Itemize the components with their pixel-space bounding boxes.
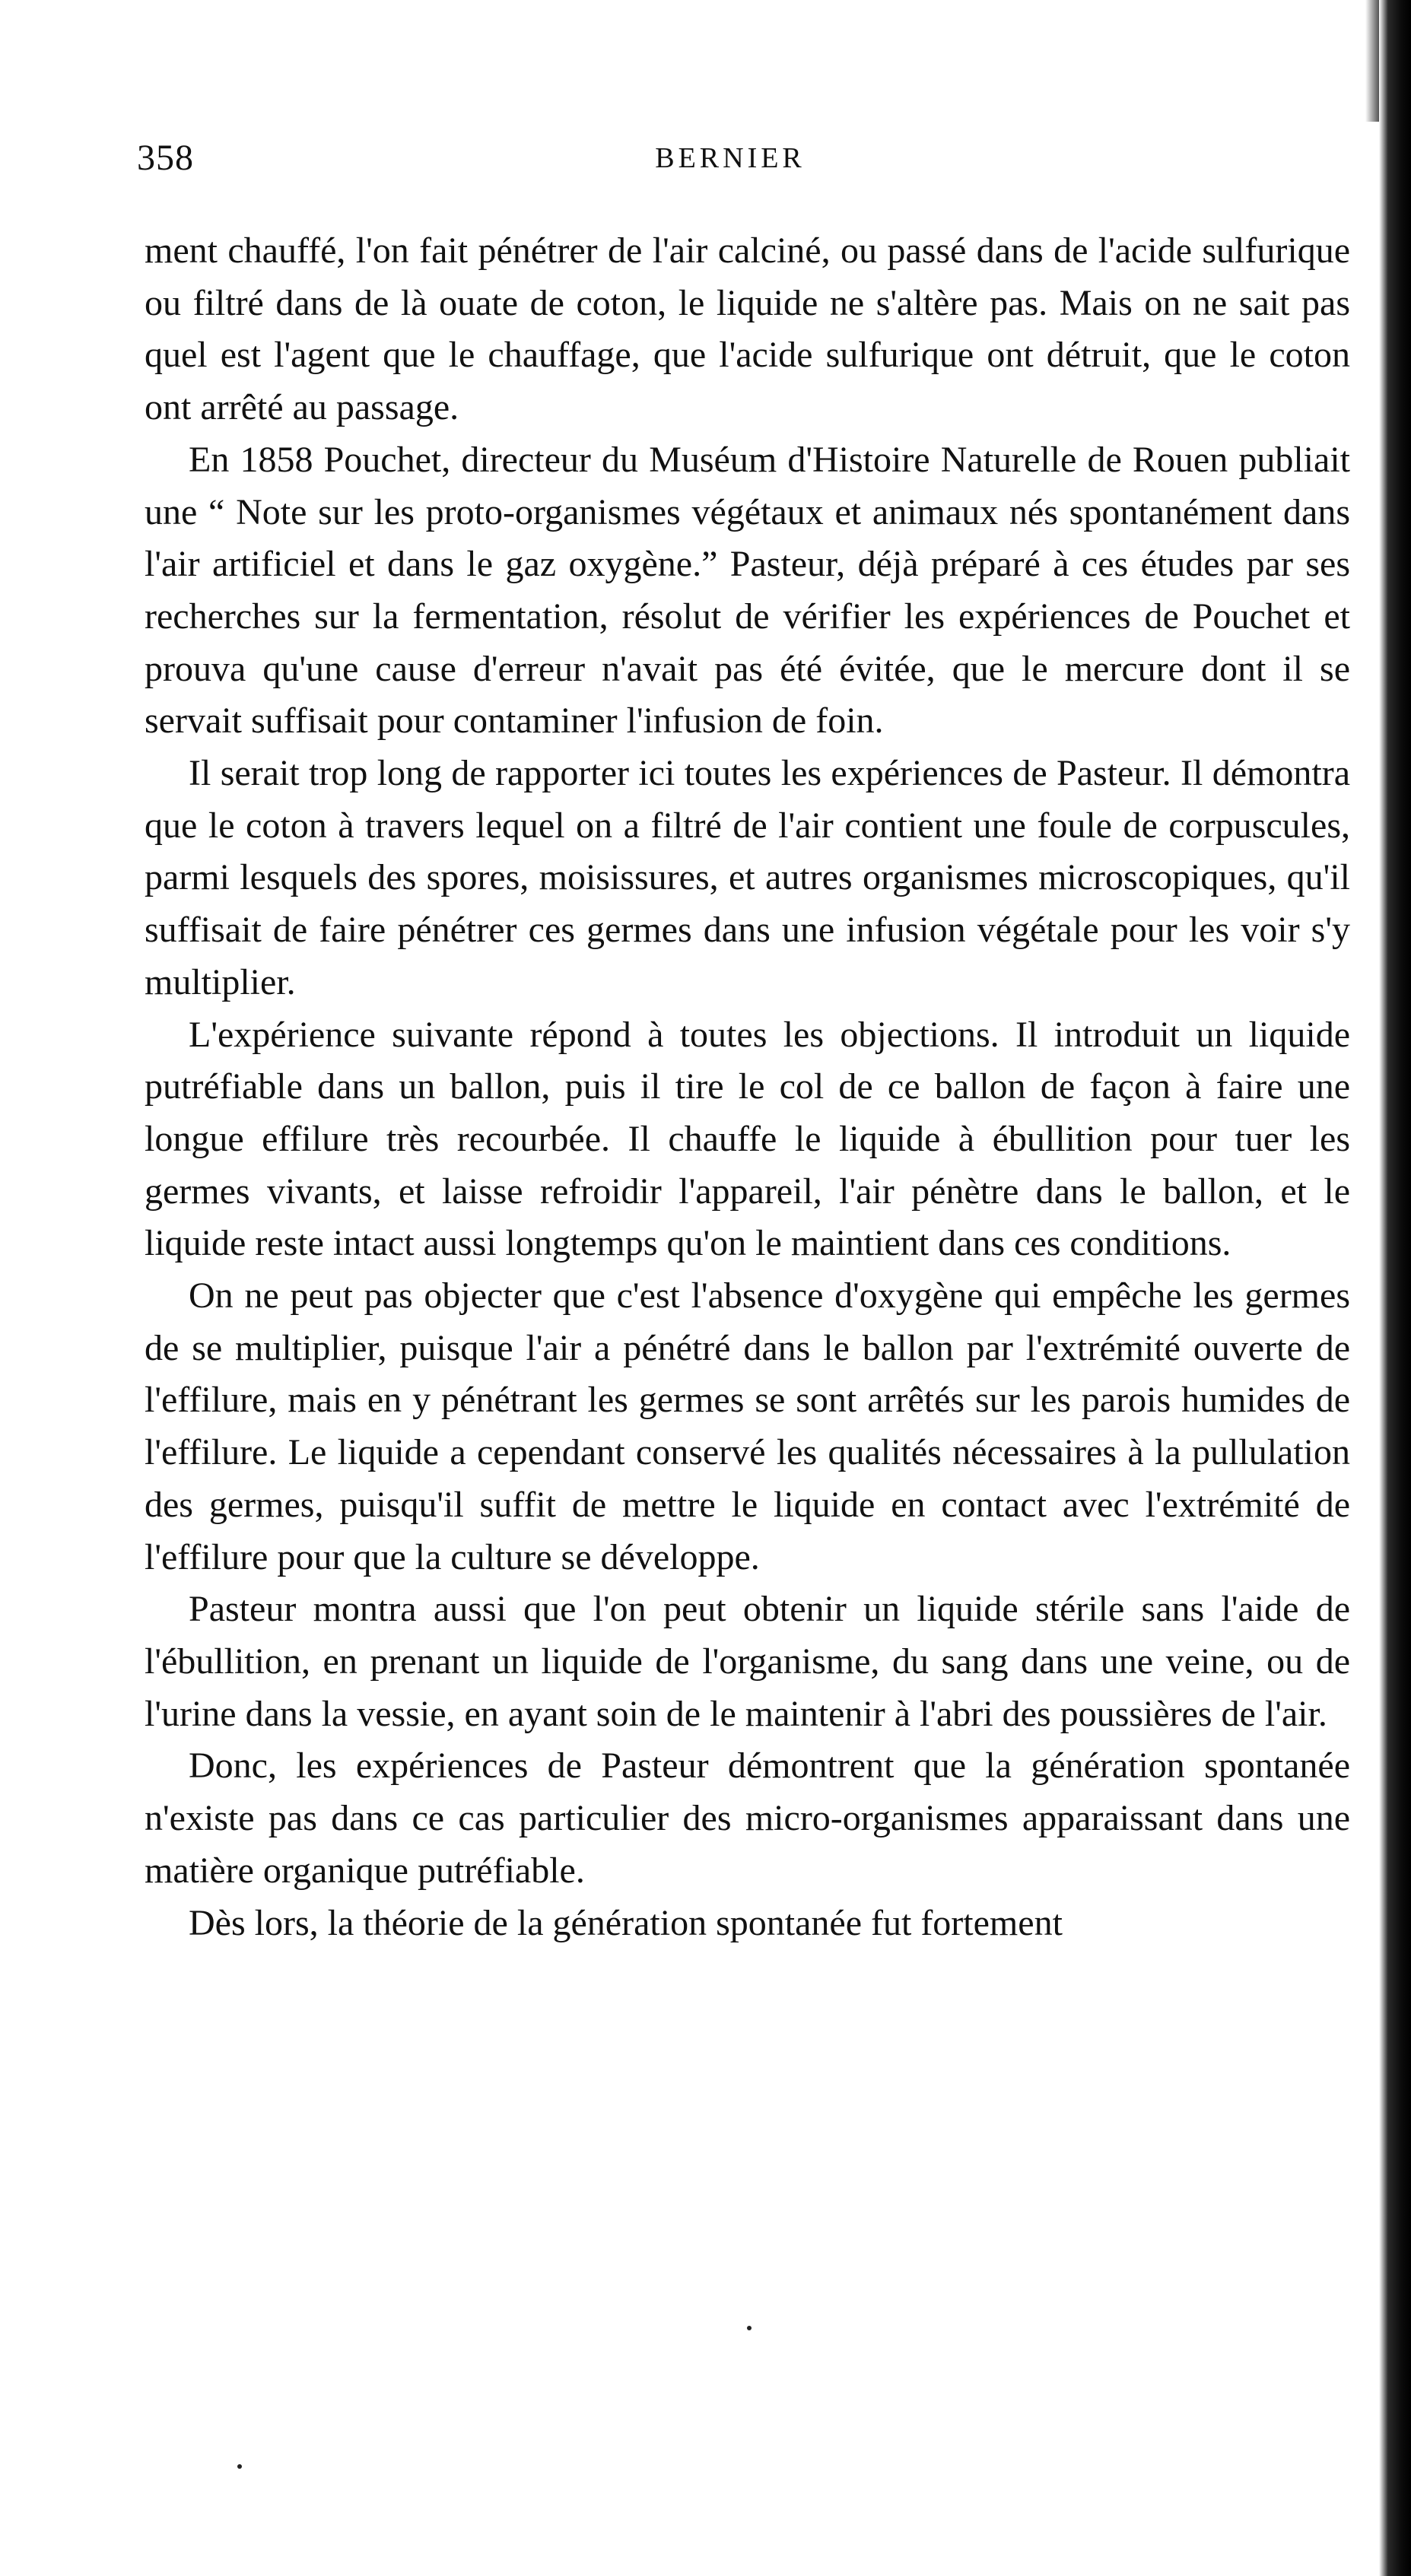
body-text	[145, 225, 1350, 1949]
running-head: BERNIER	[655, 142, 806, 174]
print-speck	[237, 2464, 242, 2469]
paragraph: Donc, les expériences de Pasteur démontrent que la génération spontanée n'existe pas dans ce cas particulier des micro-organismes apparaissant dans une matière organique putréfiable.	[145, 1745, 1350, 1891]
paragraph: En 1858 Pouchet, directeur du Muséum d'Histoire Naturelle de Rouen publiait une “ Note sur les proto-organismes végétaux et animaux nés spontanément dans l'air artificiel et dans le gaz oxygène.” Pasteur, déjà préparé à ces études par ses recherches sur la fermentation, résolut de vérifier les expériences de Pouchet et prouva qu'une cause d'erreur n'avait pas été évitée, que le mercure dont il se servait suffisait pour contaminer l'infusion de foin.	[145, 439, 1350, 742]
paragraph: Il serait trop long de rapporter ici toutes les expériences de Pasteur. Il démontra que le coton à travers lequel on a filtré de l'air contient une foule de corpuscules, parmi lesquels des spores, moisissures, et autres organismes microscopiques, qu'il suffisait de faire pénétrer ces germes dans une infusion végétale pour les voir s'y multiplier.	[145, 753, 1350, 1002]
print-speck	[747, 2326, 752, 2330]
paragraph: Dès lors, la théorie de la génération spontanée fut fortement	[189, 1902, 1063, 1943]
paragraph: L'expérience suivante répond à toutes les objections. Il introduit un liquide putréfiable dans un ballon, puis il tire le col de ce ballon de façon à faire une longue effilure très recourbée. Il chauffe le liquide à ébullition pour tuer les germes vivants, et laisse refroidir l'appareil, l'air pénètre dans le ballon, et le liquide reste intact aussi longtemps qu'on le maintient dans ces conditions.	[145, 1014, 1350, 1264]
paragraph: Pasteur montra aussi que l'on peut obtenir un liquide stérile sans l'aide de l'ébullition, en prenant un liquide de l'organisme, du sang dans une veine, ou de l'urine dans la vessie, en ayant soin de le maintenir à l'abri des poussières de l'air.	[145, 1589, 1350, 1734]
page-header	[137, 137, 1324, 190]
paragraph-continued: ment chauffé, l'on fait pénétrer de l'air calciné, ou passé dans de l'acide sulfurique ou filtré dans de là ouate de coton, le liquide ne s'altère pas. Mais on ne sait pas quel est l'agent que le chauffage, que l'acide sulfurique ont détruit, que le coton ont arrêté au passage.	[145, 230, 1350, 428]
page-number: 358	[137, 138, 194, 178]
paragraph: On ne peut pas objecter que c'est l'absence d'oxygène qui empêche les germes de se multiplier, puisque l'air a pénétré dans le ballon par l'extrémité ouverte de l'effilure, mais en y pénétrant les germes se sont arrêtés sur les parois humides de l'effilure. Le liquide a cependant conservé les qualités nécessaires à la pullulation des germes, puisqu'il suffit de mettre le liquide en contact avec l'extrémité de l'effilure pour que la culture se développe.	[145, 1275, 1350, 1577]
binding-shadow	[1379, 0, 1411, 2576]
